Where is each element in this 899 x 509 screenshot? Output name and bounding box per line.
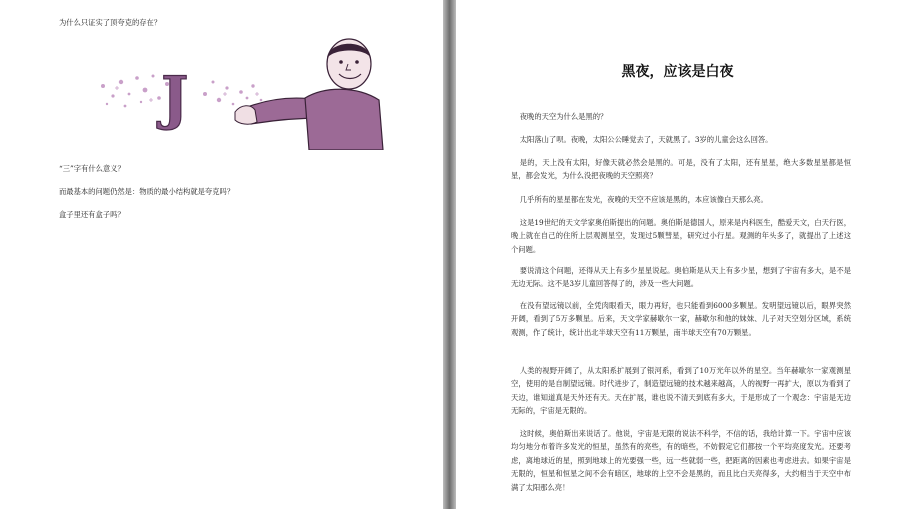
- question-smallest-structure: 而最基本的问题仍然是：物质的最小结构就是夸克吗？: [59, 187, 235, 196]
- letter-j: J: [161, 64, 189, 132]
- left-page: [0, 0, 443, 509]
- paragraph: 人类的视野开阔了，从太阳系扩展到了银河系，看到了10万光年以外的星空。当年赫歇尔一家观测星空，使用的是自制望远镜。时代进步了，制造望远镜的技术越来越高，人的视野一再扩大，原以为看到了天边，谁知道真是天外还有天。天在扩展，谁也说不清天到底有多大，于是形成了一个观念：宇宙是无边无际的，宇宙是无限的。: [511, 366, 851, 416]
- book-gutter: [443, 0, 456, 509]
- paragraph: 要说清这个问题，还得从天上有多少星星说起。奥伯斯是从天上有多少星，想到了宇宙有多大，是不是无边无际。这不是3岁儿童回答得了的，涉及一些大问题。: [511, 266, 851, 289]
- question-top-quark: 为什么只证实了顶夸克的存在？: [59, 18, 162, 27]
- paragraph: 夜晚的天空为什么是黑的？: [519, 112, 608, 121]
- paragraph: 几乎所有的星星都在发光，夜晚的天空不应该是黑的，本应该像白天那么亮。: [519, 195, 768, 204]
- paragraph: 是的，天上没有太阳，好像天就必然会是黑的。可是，没有了太阳，还有星星，绝大多数星星都是恒星，都会发光，为什么没把夜晚的天空照亮？: [511, 158, 851, 181]
- chapter-title: 黑夜，应该是白夜: [621, 64, 734, 80]
- question-box-in-box: 盒子里还有盒子吗？: [59, 210, 125, 219]
- paragraph: 这是19世纪的天文学家奥伯斯提出的问题。奥伯斯是德国人，原来是内科医生，酷爱天文，白天行医，晚上就在自己的住所上层观测星空，发现过5颗彗星，研究过小行星。观测的年头多了，就提出了上述这个问题。: [511, 218, 851, 254]
- paragraph: 这时候，奥伯斯出来说话了。他说，宇宙是无限的说法不科学，不信的话，我给计算一下。宇宙中应该均匀地分布着许多发光的恒星，虽然有的亮些，有的暗些，不妨假定它们都按一个平均亮度发光。还要考虑，离地球近的星，照到地球上的光要强一些，远一些就弱一些，把距离的因素也考虑进去。如果宇宙是无限的，恒星和恒星之间不会有暗区，地球的上空不会是黑的，而且比白天亮得多，大约相当于天空中布满了太阳那么亮！: [511, 429, 851, 492]
- paragraph: 太阳落山了呗。夜晚，太阳公公睡觉去了，天就黑了。3岁的儿童会这么回答。: [519, 135, 773, 144]
- illustration: [95, 38, 385, 150]
- man-pointing-illustration: [95, 38, 385, 150]
- question-three-meaning: “三”字有什么意义？: [59, 164, 125, 173]
- paragraph: 在没有望远镜以前，全凭肉眼看天，眼力再好，也只能看到6000多颗星。发明望远镜以后，眼界突然开阔，看到了5万多颗星。后来，天文学家赫歇尔一家，赫歇尔和他的妹妹、儿子对天空划分区域，系统观测，作了统计，统计出北半球天空有11万颗星，南半球天空有70万颗星。: [511, 301, 851, 337]
- right-page: [456, 0, 899, 509]
